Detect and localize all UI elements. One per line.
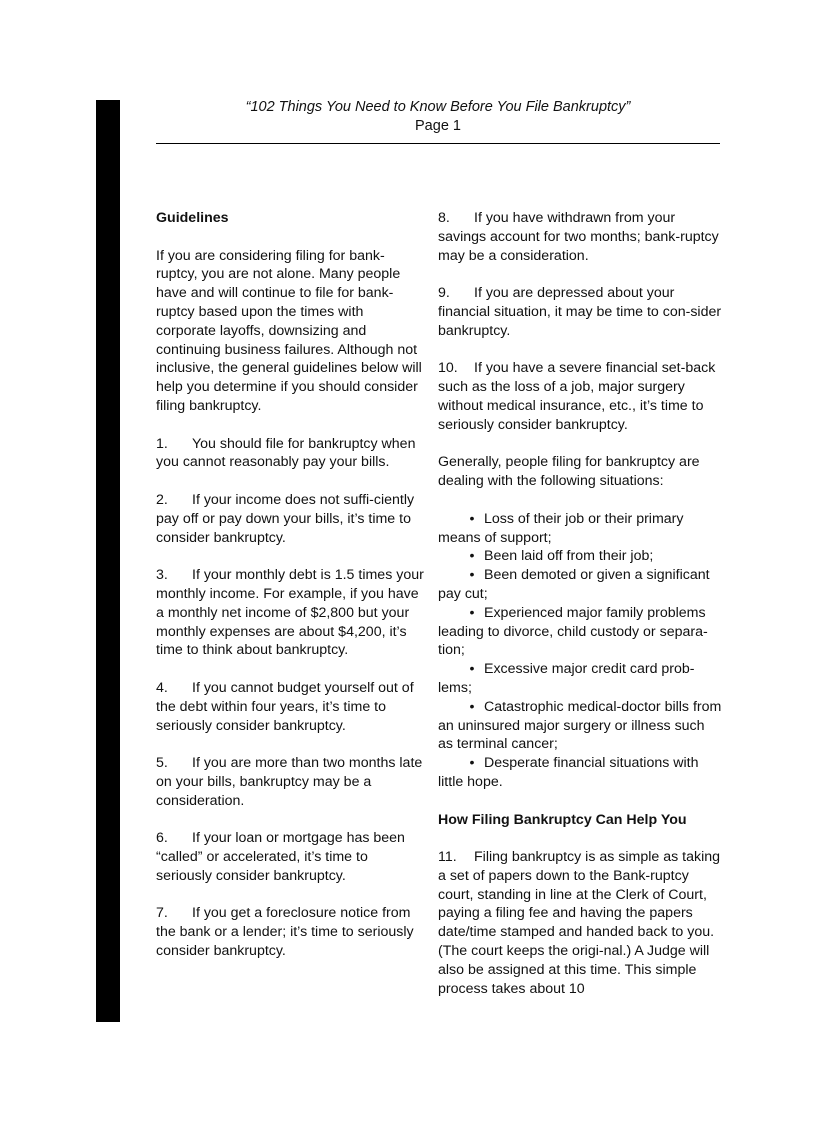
list-item: 9. If you are depressed about your financial situation, it may be time to con-sider bankruptcy. — [438, 285, 722, 339]
margin-black-bar — [96, 100, 120, 1022]
section-heading-guidelines: Guidelines — [156, 210, 229, 226]
bullet-item: • Experienced major family problems leading to divorce, child custody or separa-tion; — [438, 604, 708, 659]
list-item: 4. If you cannot budget yourself out of the debt within four years, it’s time to seriously consider bankruptcy. — [156, 679, 414, 734]
bullet-icon: • — [469, 567, 475, 584]
list-item: 10. If you have a severe financial set-back such as the loss of a job, major surgery without medical insurance, etc., it’s time to seriously consider bankruptcy. — [438, 360, 716, 433]
list-item: 1. You should file for bankruptcy when you cannot reasonably pay your bills. — [156, 435, 416, 471]
page-number: Page 1 — [415, 118, 461, 134]
bullet-item: • Excessive major credit card prob-lems; — [438, 661, 695, 696]
right-column — [438, 209, 722, 1017]
document-title: “102 Things You Need to Know Before You File Bankruptcy” — [245, 99, 631, 115]
bullet-item: • Catastrophic medical-doctor bills from an uninsured major surgery or illness such as terminal cancer; — [438, 698, 722, 753]
header-divider — [156, 143, 720, 144]
bullet-item: • Desperate financial situations with little hope. — [438, 755, 699, 790]
bullet-item: • Loss of their job or their primary means of support; — [438, 510, 684, 546]
page-header — [156, 98, 720, 136]
list-item: 3. If your monthly debt is 1.5 times your monthly income. For example, if you have a monthly net income of $2,800 but your monthly expenses are about $4,200, it’s time to think about bankruptcy. — [156, 567, 424, 659]
list-item: 6. If your loan or mortgage has been “called” or accelerated, it’s time to seriously consider bankruptcy. — [156, 830, 405, 884]
bullet-icon: • — [469, 604, 475, 621]
list-item: 5. If you are more than two months late on your bills, bankruptcy may be a consideration. — [156, 755, 423, 809]
bullet-item: • Been laid off from their job; — [438, 547, 722, 566]
list-item: 11. Filing bankruptcy is as simple as taking a set of papers down to the Bank-ruptcy court, standing in line at the Clerk of Court, paying a filing fee and having the papers date/time stamped and handed back to you. (The court keeps the origi-nal.) A Judge will also be assigned at this time. This simple process takes about 10 — [438, 849, 721, 997]
bullet-icon: • — [469, 510, 475, 527]
situations-intro: Generally, people filing for bankruptcy are dealing with the following situations: — [438, 454, 700, 490]
intro-paragraph: If you are considering filing for bank-ruptcy, you are not alone. Many people have and will continue to file for bank-ruptcy based upon the times with corporate layoffs, downsizing and continuing business failures. Although not inclusive, the general guidelines below will help you determine if you should consider filing bankruptcy. — [156, 247, 422, 414]
list-item: 2. If your income does not suffi-ciently pay off or pay down your bills, it’s time to consider bankruptcy. — [156, 491, 415, 546]
bullet-icon: • — [469, 698, 475, 715]
bullet-item: • Been demoted or given a significant pay cut; — [438, 567, 710, 602]
bullet-icon: • — [469, 755, 475, 772]
section-heading-how-filing-helps: How Filing Bankruptcy Can Help You — [438, 811, 687, 828]
bullet-icon: • — [469, 548, 475, 565]
list-item: 8. If you have withdrawn from your savings account for two months; bank-ruptcy may be a consideration. — [438, 210, 719, 264]
list-item: 7. If you get a foreclosure notice from the bank or a lender; it’s time to seriously consider bankruptcy. — [156, 905, 414, 960]
left-column — [156, 209, 424, 980]
bullet-icon: • — [469, 661, 475, 678]
situations-list — [438, 510, 722, 792]
